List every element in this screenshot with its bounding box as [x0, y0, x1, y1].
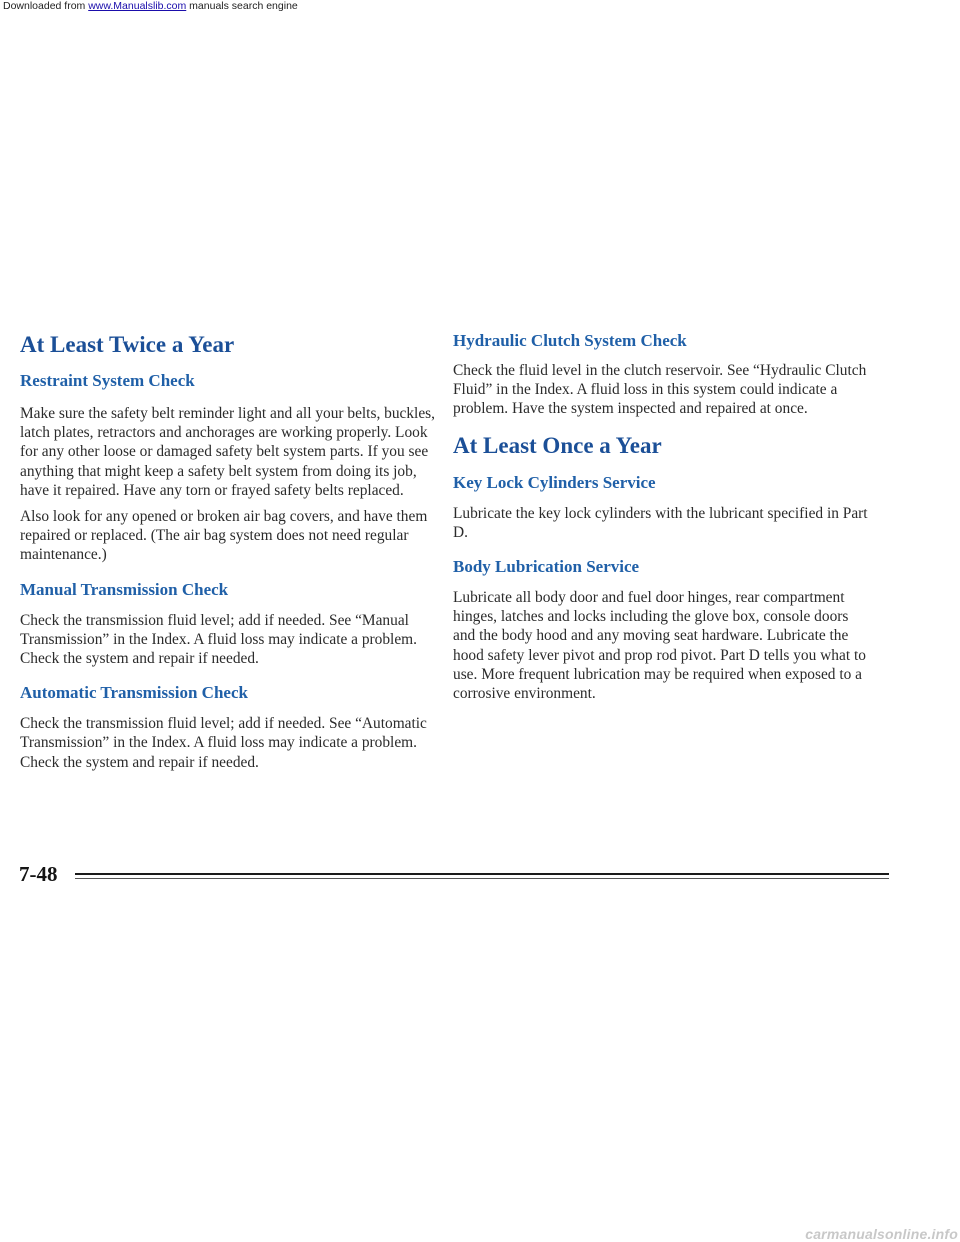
watermark-logo: carmanualsonline.info — [805, 1226, 958, 1242]
automatic-transmission-heading: Automatic Transmission Check — [20, 683, 248, 703]
download-banner — [0, 0, 960, 14]
restraint-system-paragraph-1: Make sure the safety belt reminder light and all your belts, buckles, latch plates, retractors and anchorages are working properly. Look for any other loose or damaged safety belt system parts. If you see anything that might keep a safety belt system from doing its job, have it repaired. Have any torn or frayed safety belts replaced. — [20, 405, 435, 499]
body-lubrication-heading: Body Lubrication Service — [453, 557, 640, 577]
footer-rule-thin — [75, 878, 889, 879]
left-column — [20, 330, 440, 772]
manual-transmission-paragraph: Check the transmission fluid level; add if needed. See “Manual Transmission” in the Index. A fluid loss may indicate a problem. Check the system and repair if needed. — [20, 611, 417, 668]
page-number: 7-48 — [19, 862, 58, 886]
right-column — [453, 330, 873, 703]
hydraulic-clutch-paragraph: Check the fluid level in the clutch reservoir. See “Hydraulic Clutch Fluid” in the Index. A fluid loss in this system could indicate a problem. Have the system inspected and repaired at once. — [453, 362, 867, 418]
banner-suffix: manuals search engine — [186, 0, 298, 12]
footer-rule — [75, 873, 889, 875]
body-lubrication-paragraph: Lubricate all body door and fuel door hinges, rear compartment hinges, latches and locks including the glove box, console doors and the body hood and any moving seat hardware. Lubricate the hood safety lever pivot and prop rod pivot. Part D tells you what to use. More frequent lubrication may be required when exposed to a corrosive environment. — [453, 589, 866, 703]
hydraulic-clutch-heading: Hydraulic Clutch System Check — [453, 331, 687, 350]
manualslib-link[interactable]: www.Manualslib.com — [88, 0, 187, 12]
restraint-system-heading: Restraint System Check — [20, 371, 195, 390]
restraint-system-paragraph-2: Also look for any opened or broken air bag covers, and have them repaired or replaced. (The air bag system does not need regular maintenance.) — [20, 508, 428, 564]
key-lock-cylinders-paragraph: Lubricate the key lock cylinders with the lubricant specified in Part D. — [453, 504, 868, 541]
section-heading-once-a-year: At Least Once a Year — [453, 432, 662, 458]
automatic-transmission-paragraph: Check the transmission fluid level; add if needed. See “Automatic Transmission” in the Index. A fluid loss may indicate a problem. Check the system and repair if needed. — [20, 715, 427, 771]
watermark-banner — [0, 1228, 960, 1242]
page-footer — [19, 856, 889, 896]
key-lock-cylinders-heading: Key Lock Cylinders Service — [453, 472, 656, 492]
banner-prefix: Downloaded from — [3, 0, 89, 12]
manual-transmission-heading: Manual Transmission Check — [20, 579, 229, 599]
section-heading-twice-a-year: At Least Twice a Year — [20, 332, 235, 357]
